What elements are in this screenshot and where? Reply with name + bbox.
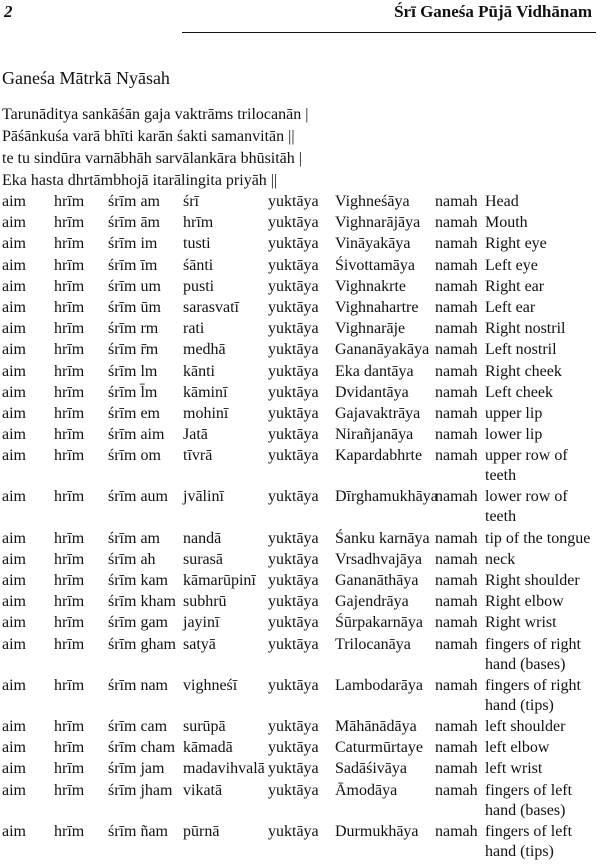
namah: namah — [435, 235, 478, 253]
shakti-name: surasā — [183, 550, 223, 568]
shakti-name: medhā — [183, 341, 226, 359]
nyasa-table — [0, 192, 600, 863]
bija-hrim: hrīm — [54, 488, 85, 506]
bija-aim: aim — [2, 739, 26, 757]
bija-srim: śrīm cham — [108, 739, 176, 757]
bija-aim: aim — [2, 550, 26, 568]
deity-name: Kapardabhrte — [335, 447, 423, 465]
yuktaya: yuktāya — [268, 529, 319, 547]
shakti-name: madavihvalā — [183, 760, 265, 778]
bija-aim: aim — [2, 320, 26, 338]
namah: namah — [435, 635, 478, 653]
yuktaya: yuktāya — [268, 572, 319, 589]
bija-srim: śrīm ām — [108, 214, 160, 232]
bija-srim: śrīm om — [108, 447, 161, 465]
body-part: Head — [485, 193, 519, 210]
table-row — [0, 635, 600, 676]
bija-srim: śrīm ūm — [108, 298, 161, 316]
namah: namah — [435, 383, 478, 401]
table-row — [0, 234, 600, 255]
table-row — [0, 425, 600, 446]
bija-aim: aim — [2, 760, 26, 778]
table-row — [0, 550, 600, 571]
bija-hrim: hrīm — [54, 256, 85, 274]
shakti-name: hrīm — [183, 214, 214, 232]
bija-hrim: hrīm — [54, 572, 85, 589]
bija-srim: śrīm am — [108, 193, 160, 210]
bija-srim: śrīm ah — [108, 550, 156, 568]
deity-name: Gajendrāya — [335, 593, 409, 611]
yuktaya: yuktāya — [268, 717, 319, 735]
body-part: fingers of left hand (bases) — [485, 781, 573, 819]
body-part: Right ear — [485, 277, 545, 295]
shakti-name: śānti — [183, 256, 214, 274]
namah: namah — [435, 614, 478, 632]
shakti-name: jvālinī — [183, 488, 224, 506]
verse: Tarunāditya sankāśān gaja vaktrāms trilocanān | Pāśānkuśa varā bhīti karān śakti samanvitān || te tu sindūra varnābhāh sarvālankāra bhūsitāh | Eka hasta dhrtāmbhojā itarālingita priyāh || — [2, 106, 309, 189]
body-part: lower lip — [485, 426, 543, 444]
yuktaya: yuktāya — [268, 635, 319, 653]
bija-hrim: hrīm — [54, 760, 85, 778]
table-row — [0, 781, 600, 822]
bija-srim: śrīm jam — [108, 760, 165, 778]
deity-name: Vighnakrte — [335, 277, 407, 295]
shakti-name: sarasvatī — [183, 298, 239, 316]
bija-aim: aim — [2, 447, 26, 465]
bija-aim: aim — [2, 277, 26, 295]
deity-name: Gajavaktrāya — [335, 404, 421, 422]
namah: namah — [435, 822, 478, 840]
bija-hrim: hrīm — [54, 447, 85, 465]
bija-hrim: hrīm — [54, 781, 85, 799]
table-row — [0, 383, 600, 404]
bija-srim: śrīm gam — [108, 614, 168, 632]
body-part: Left cheek — [485, 383, 553, 401]
bija-aim: aim — [2, 214, 26, 232]
yuktaya: yuktāya — [268, 488, 319, 506]
bija-hrim: hrīm — [54, 614, 85, 632]
table-row — [0, 571, 600, 592]
yuktaya: yuktāya — [268, 426, 319, 444]
shakti-name: Jatā — [183, 426, 208, 444]
table-row — [0, 446, 600, 487]
namah: namah — [435, 717, 478, 735]
yuktaya: yuktāya — [268, 214, 319, 232]
table-row — [0, 529, 600, 550]
shakti-name: jayinī — [183, 614, 220, 632]
yuktaya: yuktāya — [268, 676, 319, 694]
yuktaya: yuktāya — [268, 298, 319, 316]
yuktaya: yuktāya — [268, 383, 319, 401]
body-part: Right elbow — [485, 593, 564, 611]
namah: namah — [435, 214, 478, 232]
bija-aim: aim — [2, 676, 26, 694]
table-row — [0, 717, 600, 738]
shakti-name: surūpā — [183, 717, 226, 735]
table-row — [0, 277, 600, 298]
body-part: Right eye — [485, 235, 547, 253]
bija-aim: aim — [2, 572, 26, 589]
deity-name: Śivottamāya — [335, 256, 415, 274]
deity-name: Sadāśivāya — [335, 760, 407, 778]
bija-srim: śrīm em — [108, 404, 160, 422]
table-row — [0, 404, 600, 425]
bija-aim: aim — [2, 781, 26, 799]
namah: namah — [435, 341, 478, 359]
yuktaya: yuktāya — [268, 593, 319, 611]
namah: namah — [435, 193, 478, 210]
body-part: fingers of right hand (tips) — [485, 676, 581, 714]
body-part: left shoulder — [485, 717, 566, 735]
table-row — [0, 613, 600, 634]
shakti-name: rati — [183, 320, 205, 338]
namah: namah — [435, 298, 478, 316]
bija-srim: śrīm kham — [108, 593, 176, 611]
shakti-name: pūrnā — [183, 822, 220, 840]
bija-srim: śrīm aum — [108, 488, 168, 506]
bija-aim: aim — [2, 193, 26, 210]
body-part: Right cheek — [485, 362, 562, 380]
table-row — [0, 362, 600, 383]
yuktaya: yuktāya — [268, 404, 319, 422]
page-number: 2 — [4, 2, 13, 21]
bija-hrim: hrīm — [54, 362, 85, 380]
table-row — [0, 340, 600, 361]
bija-aim: aim — [2, 298, 26, 316]
namah: namah — [435, 362, 478, 380]
bija-hrim: hrīm — [54, 341, 85, 359]
deity-name: Durmukhāya — [335, 822, 419, 840]
bija-srim: śrīm ñam — [108, 822, 168, 840]
bija-aim: aim — [2, 341, 26, 359]
bija-hrim: hrīm — [54, 593, 85, 611]
bija-aim: aim — [2, 635, 26, 653]
body-part: Left nostril — [485, 341, 557, 359]
namah: namah — [435, 676, 478, 694]
deity-name: Vighnarājāya — [335, 214, 421, 232]
yuktaya: yuktāya — [268, 447, 319, 465]
bija-hrim: hrīm — [54, 298, 85, 316]
table-row — [0, 592, 600, 613]
bija-aim: aim — [2, 256, 26, 274]
bija-hrim: hrīm — [54, 214, 85, 232]
bija-aim: aim — [2, 235, 26, 253]
shakti-name: kāminī — [183, 383, 228, 401]
deity-name: Vighnarāje — [335, 320, 406, 338]
bija-aim: aim — [2, 717, 26, 735]
body-part: upper row of teeth — [485, 447, 568, 485]
deity-name: Vighneśāya — [335, 193, 410, 210]
bija-hrim: hrīm — [54, 717, 85, 735]
bija-aim: aim — [2, 404, 26, 422]
namah: namah — [435, 760, 478, 778]
yuktaya: yuktāya — [268, 235, 319, 253]
bija-aim: aim — [2, 362, 26, 380]
shakti-name: subhrū — [183, 593, 227, 611]
body-part: Mouth — [485, 214, 528, 232]
body-part: Left ear — [485, 298, 536, 316]
bija-hrim: hrīm — [54, 635, 85, 653]
shakti-name: vikatā — [183, 781, 223, 799]
body-part: tip of the tongue — [485, 529, 591, 547]
deity-name: Dīrghamukhāya — [335, 488, 438, 506]
bija-hrim: hrīm — [54, 320, 85, 338]
shakti-name: kāmarūpinī — [183, 572, 256, 589]
yuktaya: yuktāya — [268, 614, 319, 632]
deity-name: Śanku karnāya — [335, 529, 430, 547]
shakti-name: vighneśī — [183, 676, 238, 694]
bija-srim: śrīm aim — [108, 426, 165, 444]
namah: namah — [435, 447, 478, 465]
bija-hrim: hrīm — [54, 426, 85, 444]
table-row — [0, 738, 600, 759]
table-row — [0, 319, 600, 340]
deity-name: Lambodarāya — [335, 676, 423, 694]
deity-name: Māhānādāya — [335, 717, 417, 735]
namah: namah — [435, 572, 478, 589]
namah: namah — [435, 529, 478, 547]
bija-hrim: hrīm — [54, 383, 85, 401]
bija-hrim: hrīm — [54, 550, 85, 568]
yuktaya: yuktāya — [268, 550, 319, 568]
table-row — [0, 256, 600, 277]
namah: namah — [435, 277, 478, 295]
bija-aim: aim — [2, 383, 26, 401]
shakti-name: tīvrā — [183, 447, 213, 465]
body-part: Right shoulder — [485, 572, 580, 589]
bija-hrim: hrīm — [54, 529, 85, 547]
bija-srim: śrīm gham — [108, 635, 176, 653]
yuktaya: yuktāya — [268, 341, 319, 359]
bija-srim: śrīm kam — [108, 572, 168, 589]
shakti-name: kānti — [183, 362, 215, 380]
yuktaya: yuktāya — [268, 277, 319, 295]
bija-aim: aim — [2, 593, 26, 611]
shakti-name: śrī — [183, 193, 199, 210]
body-part: Right wrist — [485, 614, 557, 632]
bija-srim: śrīm lm — [108, 362, 158, 380]
bija-srim: śrīm l̄m — [108, 383, 158, 401]
bija-hrim: hrīm — [54, 739, 85, 757]
body-part: fingers of right hand (bases) — [485, 635, 581, 673]
namah: namah — [435, 320, 478, 338]
deity-name: Dvidantāya — [335, 383, 409, 401]
bija-aim: aim — [2, 488, 26, 506]
bija-aim: aim — [2, 822, 26, 840]
table-row — [0, 822, 600, 863]
namah: namah — [435, 256, 478, 274]
deity-name: Caturmūrtaye — [335, 739, 423, 757]
deity-name: Nirañjanāya — [335, 426, 414, 444]
bija-srim: śrīm im — [108, 235, 158, 253]
bija-srim: śrīm r̄m — [108, 341, 159, 359]
namah: namah — [435, 488, 478, 506]
body-part: Left eye — [485, 256, 538, 274]
shakti-name: nandā — [183, 529, 222, 547]
namah: namah — [435, 593, 478, 611]
table-row — [0, 192, 600, 213]
section-title: Ganeśa Mātrkā Nyāsah — [2, 68, 170, 88]
body-part: left wrist — [485, 760, 543, 778]
deity-name: Gananāthāya — [335, 572, 419, 589]
bija-aim: aim — [2, 426, 26, 444]
bija-srim: śrīm rm — [108, 320, 159, 338]
deity-name: Śūrpakarnāya — [335, 614, 423, 632]
running-title: Śrī Ganeśa Pūjā Vidhānam — [394, 2, 592, 21]
page-header — [0, 0, 600, 36]
bija-srim: śrīm jham — [108, 781, 173, 799]
bija-hrim: hrīm — [54, 193, 85, 210]
namah: namah — [435, 739, 478, 757]
shakti-name: satyā — [183, 635, 216, 653]
body-part: fingers of left hand (tips) — [485, 822, 573, 860]
deity-name: Vrsadhvajāya — [335, 550, 422, 568]
bija-hrim: hrīm — [54, 277, 85, 295]
bija-srim: śrīm um — [108, 277, 161, 295]
table-row — [0, 213, 600, 234]
deity-name: Vināyakāya — [335, 235, 411, 253]
deity-name: Vighnahartre — [335, 298, 419, 316]
bija-hrim: hrīm — [54, 822, 85, 840]
namah: namah — [435, 781, 478, 799]
yuktaya: yuktāya — [268, 760, 319, 778]
namah: namah — [435, 426, 478, 444]
shakti-name: mohinī — [183, 404, 229, 422]
table-row — [0, 298, 600, 319]
namah: namah — [435, 550, 478, 568]
bija-aim: aim — [2, 529, 26, 547]
deity-name: Eka dantāya — [335, 362, 414, 380]
bija-srim: śrīm nam — [108, 676, 168, 694]
bija-srim: śrīm īm — [108, 256, 158, 274]
shakti-name: kāmadā — [183, 739, 233, 757]
table-row — [0, 487, 600, 528]
shakti-name: pusti — [183, 277, 215, 295]
table-row — [0, 676, 600, 717]
deity-name: Gananāyakāya — [335, 341, 430, 359]
yuktaya: yuktāya — [268, 739, 319, 757]
namah: namah — [435, 404, 478, 422]
yuktaya: yuktāya — [268, 362, 319, 380]
bija-aim: aim — [2, 614, 26, 632]
body-part: Right nostril — [485, 320, 566, 338]
bija-hrim: hrīm — [54, 235, 85, 253]
bija-hrim: hrīm — [54, 404, 85, 422]
shakti-name: tusti — [183, 235, 211, 253]
deity-name: Āmodāya — [335, 781, 398, 799]
body-part: upper lip — [485, 404, 543, 422]
yuktaya: yuktāya — [268, 256, 319, 274]
body-part: neck — [485, 550, 516, 568]
yuktaya: yuktāya — [268, 320, 319, 338]
header-rule — [182, 32, 596, 33]
yuktaya: yuktāya — [268, 193, 319, 210]
table-row — [0, 759, 600, 780]
yuktaya: yuktāya — [268, 822, 319, 840]
bija-hrim: hrīm — [54, 676, 85, 694]
bija-srim: śrīm am — [108, 529, 160, 547]
deity-name: Trilocanāya — [335, 635, 411, 653]
body-part: left elbow — [485, 739, 550, 757]
body-part: lower row of teeth — [485, 488, 568, 526]
bija-srim: śrīm cam — [108, 717, 168, 735]
yuktaya: yuktāya — [268, 781, 319, 799]
